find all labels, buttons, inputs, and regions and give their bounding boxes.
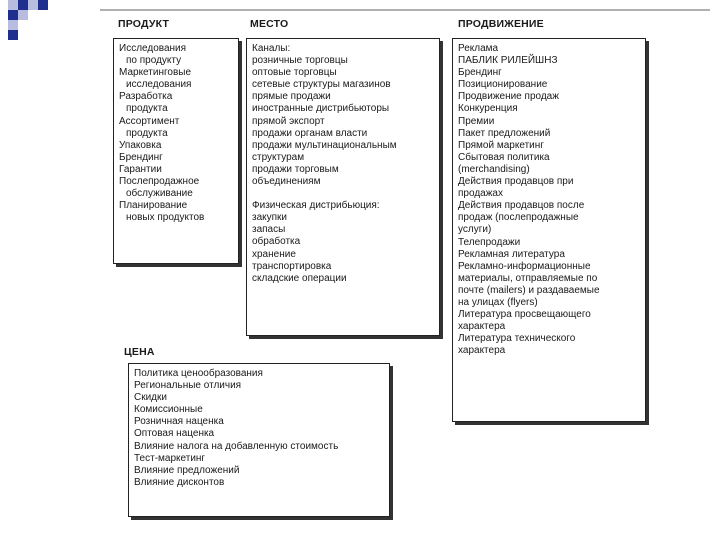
place-item: оптовые торговцы xyxy=(252,67,337,79)
promotion-item: Сбытовая политика xyxy=(458,151,550,163)
place-item: закупки xyxy=(252,212,288,224)
place-item: структурам xyxy=(252,151,305,163)
place-item: объединениям xyxy=(252,176,321,188)
promotion-item: Прямой маркетинг xyxy=(458,139,544,151)
product-item: по продукту xyxy=(126,55,182,67)
promotion-item: Продвижение продаж xyxy=(458,91,559,103)
price-box xyxy=(128,363,390,517)
header-price: ЦЕНА xyxy=(124,346,155,358)
promotion-item: почте (mailers) и раздаваемые xyxy=(458,284,600,296)
promotion-item: Литература просвещающего xyxy=(458,309,591,321)
price-item: Розничная наценка xyxy=(134,416,224,428)
promotion-item: Пакет предложений xyxy=(458,127,551,139)
place-item: сетевые структуры магазинов xyxy=(252,79,391,91)
price-item: Региональные отличия xyxy=(134,380,242,392)
promotion-item: Реклама xyxy=(458,43,499,54)
place-item: Физическая дистрибьюция: xyxy=(252,200,380,212)
promotion-box xyxy=(452,38,646,422)
price-item: Влияние дисконтов xyxy=(134,476,225,488)
promotion-item: Литература технического xyxy=(458,333,576,345)
place-item: транспортировка xyxy=(252,260,332,272)
place-item: прямые продажи xyxy=(252,91,331,103)
promotion-item: характера xyxy=(458,321,506,333)
price-item: Влияние предложений xyxy=(134,464,240,476)
place-item: прямой экспорт xyxy=(252,115,325,127)
place-item: складские операции xyxy=(252,272,347,284)
promotion-item: продажах xyxy=(458,188,503,200)
place-item: иностранные дистрибьюторы xyxy=(252,103,390,115)
price-item: Тест-маркетинг xyxy=(134,452,206,464)
product-item: исследования xyxy=(126,79,192,91)
promotion-item: на улицах (flyers) xyxy=(458,296,538,308)
price-item: Скидки xyxy=(134,392,167,404)
price-item: Политика ценообразования xyxy=(134,368,263,379)
promotion-item: Премии xyxy=(458,115,495,127)
header-product: ПРОДУКТ xyxy=(118,18,170,30)
promotion-item: Брендинг xyxy=(458,67,502,79)
product-item: Послепродажное xyxy=(119,176,200,188)
promotion-item: Действия продавцов после xyxy=(458,200,585,212)
promotion-item: Рекламная литература xyxy=(458,248,565,260)
product-item: новых продуктов xyxy=(126,212,205,224)
price-item: Комиссионные xyxy=(134,404,203,416)
place-item: продажи мультинациональным xyxy=(252,139,397,151)
promotion-item: материалы, отправляемые по xyxy=(458,272,598,284)
price-item: Влияние налога на добавленную стоимость xyxy=(134,440,339,452)
place-item: Каналы: xyxy=(252,43,291,54)
top-divider xyxy=(100,9,710,11)
product-item: обслуживание xyxy=(126,188,193,200)
place-box xyxy=(246,38,440,336)
product-box xyxy=(113,38,239,264)
place-item: хранение xyxy=(252,248,296,260)
promotion-item: характера xyxy=(458,345,506,357)
product-item: продукта xyxy=(126,127,168,139)
promotion-item: Позиционирование xyxy=(458,79,548,91)
product-item: Ассортимент xyxy=(119,115,180,127)
place-item: продажи торговым xyxy=(252,163,339,175)
promotion-item: Телепродажи xyxy=(458,236,521,248)
header-promotion: ПРОДВИЖЕНИЕ xyxy=(458,18,544,30)
place-item: розничные торговцы xyxy=(252,55,348,67)
corner-decoration xyxy=(0,0,60,50)
place-item: обработка xyxy=(252,236,301,248)
header-place: МЕСТО xyxy=(250,18,289,30)
product-item: Планирование xyxy=(119,200,188,212)
place-item: запасы xyxy=(252,224,286,236)
promotion-item: (merchandising) xyxy=(458,163,530,175)
promotion-item: услуги) xyxy=(458,224,492,236)
price-item: Оптовая наценка xyxy=(134,428,215,440)
product-item: Исследования xyxy=(119,43,187,54)
product-item: Гарантии xyxy=(119,163,162,175)
product-item: продукта xyxy=(126,103,168,115)
product-item: Брендинг xyxy=(119,151,163,163)
product-item: Разработка xyxy=(119,91,173,103)
promotion-item: Действия продавцов при xyxy=(458,176,574,188)
promotion-item: Рекламно-информационные xyxy=(458,260,591,272)
promotion-item: продаж (послепродажные xyxy=(458,212,579,224)
place-item: продажи органам власти xyxy=(252,127,368,139)
promotion-item: ПАБЛИК РИЛЕЙШНЗ xyxy=(458,55,558,67)
product-item: Маркетинговые xyxy=(119,67,192,79)
product-item: Упаковка xyxy=(119,139,162,151)
promotion-item: Конкуренция xyxy=(458,103,518,115)
